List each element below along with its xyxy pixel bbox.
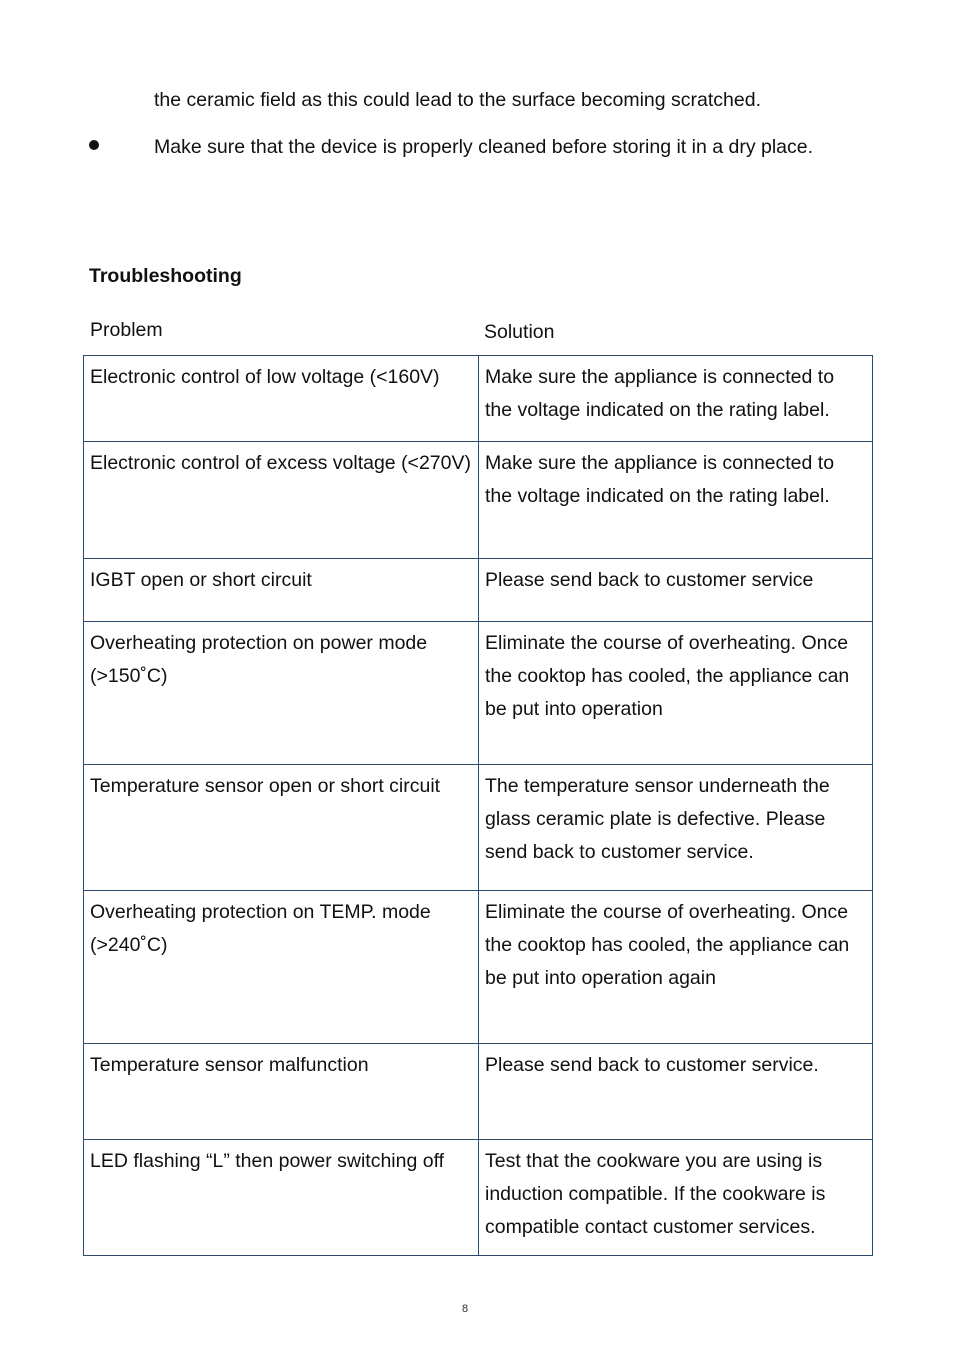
- table-row: [84, 622, 873, 765]
- table-row: [84, 891, 873, 1044]
- problem-cell: Overheating protection on power mode (>150˚C): [84, 622, 479, 765]
- page-number: 8: [461, 1303, 469, 1315]
- section-title: Troubleshooting: [89, 265, 242, 287]
- problem-cell: IGBT open or short circuit: [84, 559, 479, 622]
- solution-cell: The temperature sensor underneath the glass ceramic plate is defective. Please send back to customer service.: [479, 765, 873, 891]
- solution-cell: Eliminate the course of overheating. Once the cooktop has cooled, the appliance can be put into operation again: [479, 891, 873, 1044]
- troubleshooting-table: [83, 355, 873, 1256]
- problem-cell: Overheating protection on TEMP. mode (>240˚C): [84, 891, 479, 1044]
- bullet-icon: [89, 140, 99, 150]
- solution-cell: Please send back to customer service.: [479, 1044, 873, 1140]
- table-row: [84, 1044, 873, 1140]
- table-row: [84, 559, 873, 622]
- table-row: [84, 356, 873, 442]
- column-header-solution: Solution: [484, 321, 555, 343]
- solution-cell: Make sure the appliance is connected to the voltage indicated on the rating label.: [479, 442, 873, 559]
- table-row: [84, 765, 873, 891]
- table-row: [84, 442, 873, 559]
- solution-cell: Eliminate the course of overheating. Once the cooktop has cooled, the appliance can be put into operation: [479, 622, 873, 765]
- problem-cell: LED flashing “L” then power switching off: [84, 1140, 479, 1256]
- bullet-paragraph: Make sure that the device is properly cleaned before storing it in a dry place.: [154, 136, 814, 158]
- problem-cell: Temperature sensor malfunction: [84, 1044, 479, 1140]
- table-row: [84, 1140, 873, 1256]
- solution-cell: Make sure the appliance is connected to the voltage indicated on the rating label.: [479, 356, 873, 442]
- problem-cell: Electronic control of low voltage (<160V): [84, 356, 479, 442]
- problem-cell: Temperature sensor open or short circuit: [84, 765, 479, 891]
- problem-cell: Electronic control of excess voltage (<270V): [84, 442, 479, 559]
- solution-cell: Please send back to customer service: [479, 559, 873, 622]
- column-header-problem: Problem: [90, 319, 163, 341]
- solution-cell: Test that the cookware you are using is induction compatible. If the cookware is compatible contact customer services.: [479, 1140, 873, 1256]
- continuation-paragraph: the ceramic field as this could lead to the surface becoming scratched.: [154, 89, 761, 111]
